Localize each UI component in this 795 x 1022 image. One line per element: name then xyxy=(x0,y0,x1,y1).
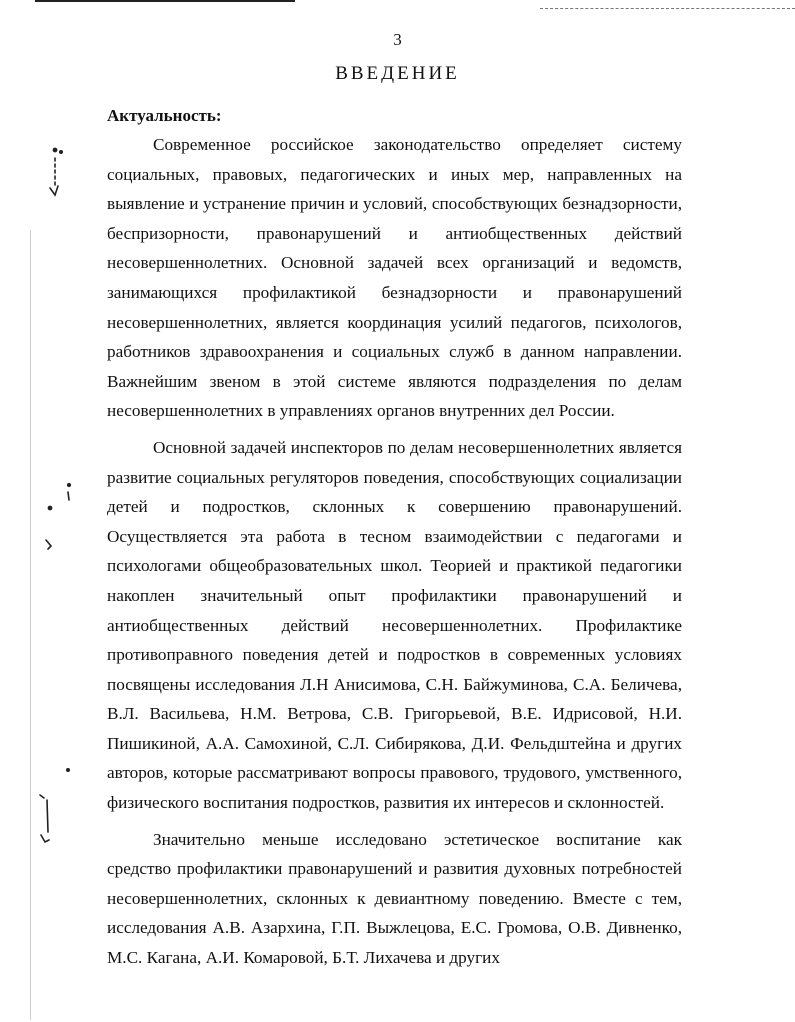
margin-pencil-marks xyxy=(0,0,100,1022)
paragraph-1: Современное российское законодательство определяет систему социальных, правовых, педагогических и иных мер, направленных на выявление и устранение причин и условий, способствующих безнадзорности, беспризорности, правонарушений и антиобщественных действий несовершеннолетних. Основной задачей всех организаций и ведомств, занимающихся профилактикой безнадзорности и правонарушений несовершеннолетних, является координация усилий педагогов, психологов, работников здравоохранения и социальных служб в данном направлении. Важнейшим звеном в этой системе являются подразделения по делам несовершеннолетних в управлениях органов внутренних дел России. xyxy=(107,135,682,421)
page-number: 3 xyxy=(393,30,402,49)
page-heading: ВВЕДЕНИЕ xyxy=(335,63,460,84)
paragraph-3: Значительно меньше исследовано эстетическое воспитание как средство профилактики правонарушений и развития духовных потребностей несовершеннолетних, склонных к девиантному поведению. Вместе с тем, исследования А.В. Азархина, Г.П. Выжлецова, Е.С. Громова, О.В. Дивненко, М.С. Кагана, А.И. Комаровой, Б.Т. Лихачева и других xyxy=(107,829,682,968)
body-text xyxy=(107,130,682,973)
paragraph-2: Основной задачей инспекторов по делам несовершеннолетних является развитие социальных регуляторов поведения, способствующих социализации детей и подростков, склонных к совершению правонарушений. Осуществляется эта работа в тесном взаимодействии с педагогами и психологами общеобразовательных школ. Теорией и практикой педагогики накоплен значительный опыт профилактики правонарушений и антиобщественных действий несовершеннолетних. Профилактике противоправного поведения детей и подростков в современных условиях посвящены исследования Л.Н Анисимова, С.Н. Байжуминова, С.А. Беличева, В.Л. Васильева, Н.М. Ветрова, С.В. Григорьевой, В.Е. Идрисовой, Н.И. Пишикиной, А.А. Самохиной, С.Л. Сибирякова, Д.И. Фельдштейна и других авторов, которые рассматривают вопросы правового, трудового, умственного, физического воспитания подростков, развития их интересов и склонностей. xyxy=(107,437,682,813)
section-label: Актуальность: xyxy=(107,106,222,125)
top-dashed-line xyxy=(540,8,795,9)
